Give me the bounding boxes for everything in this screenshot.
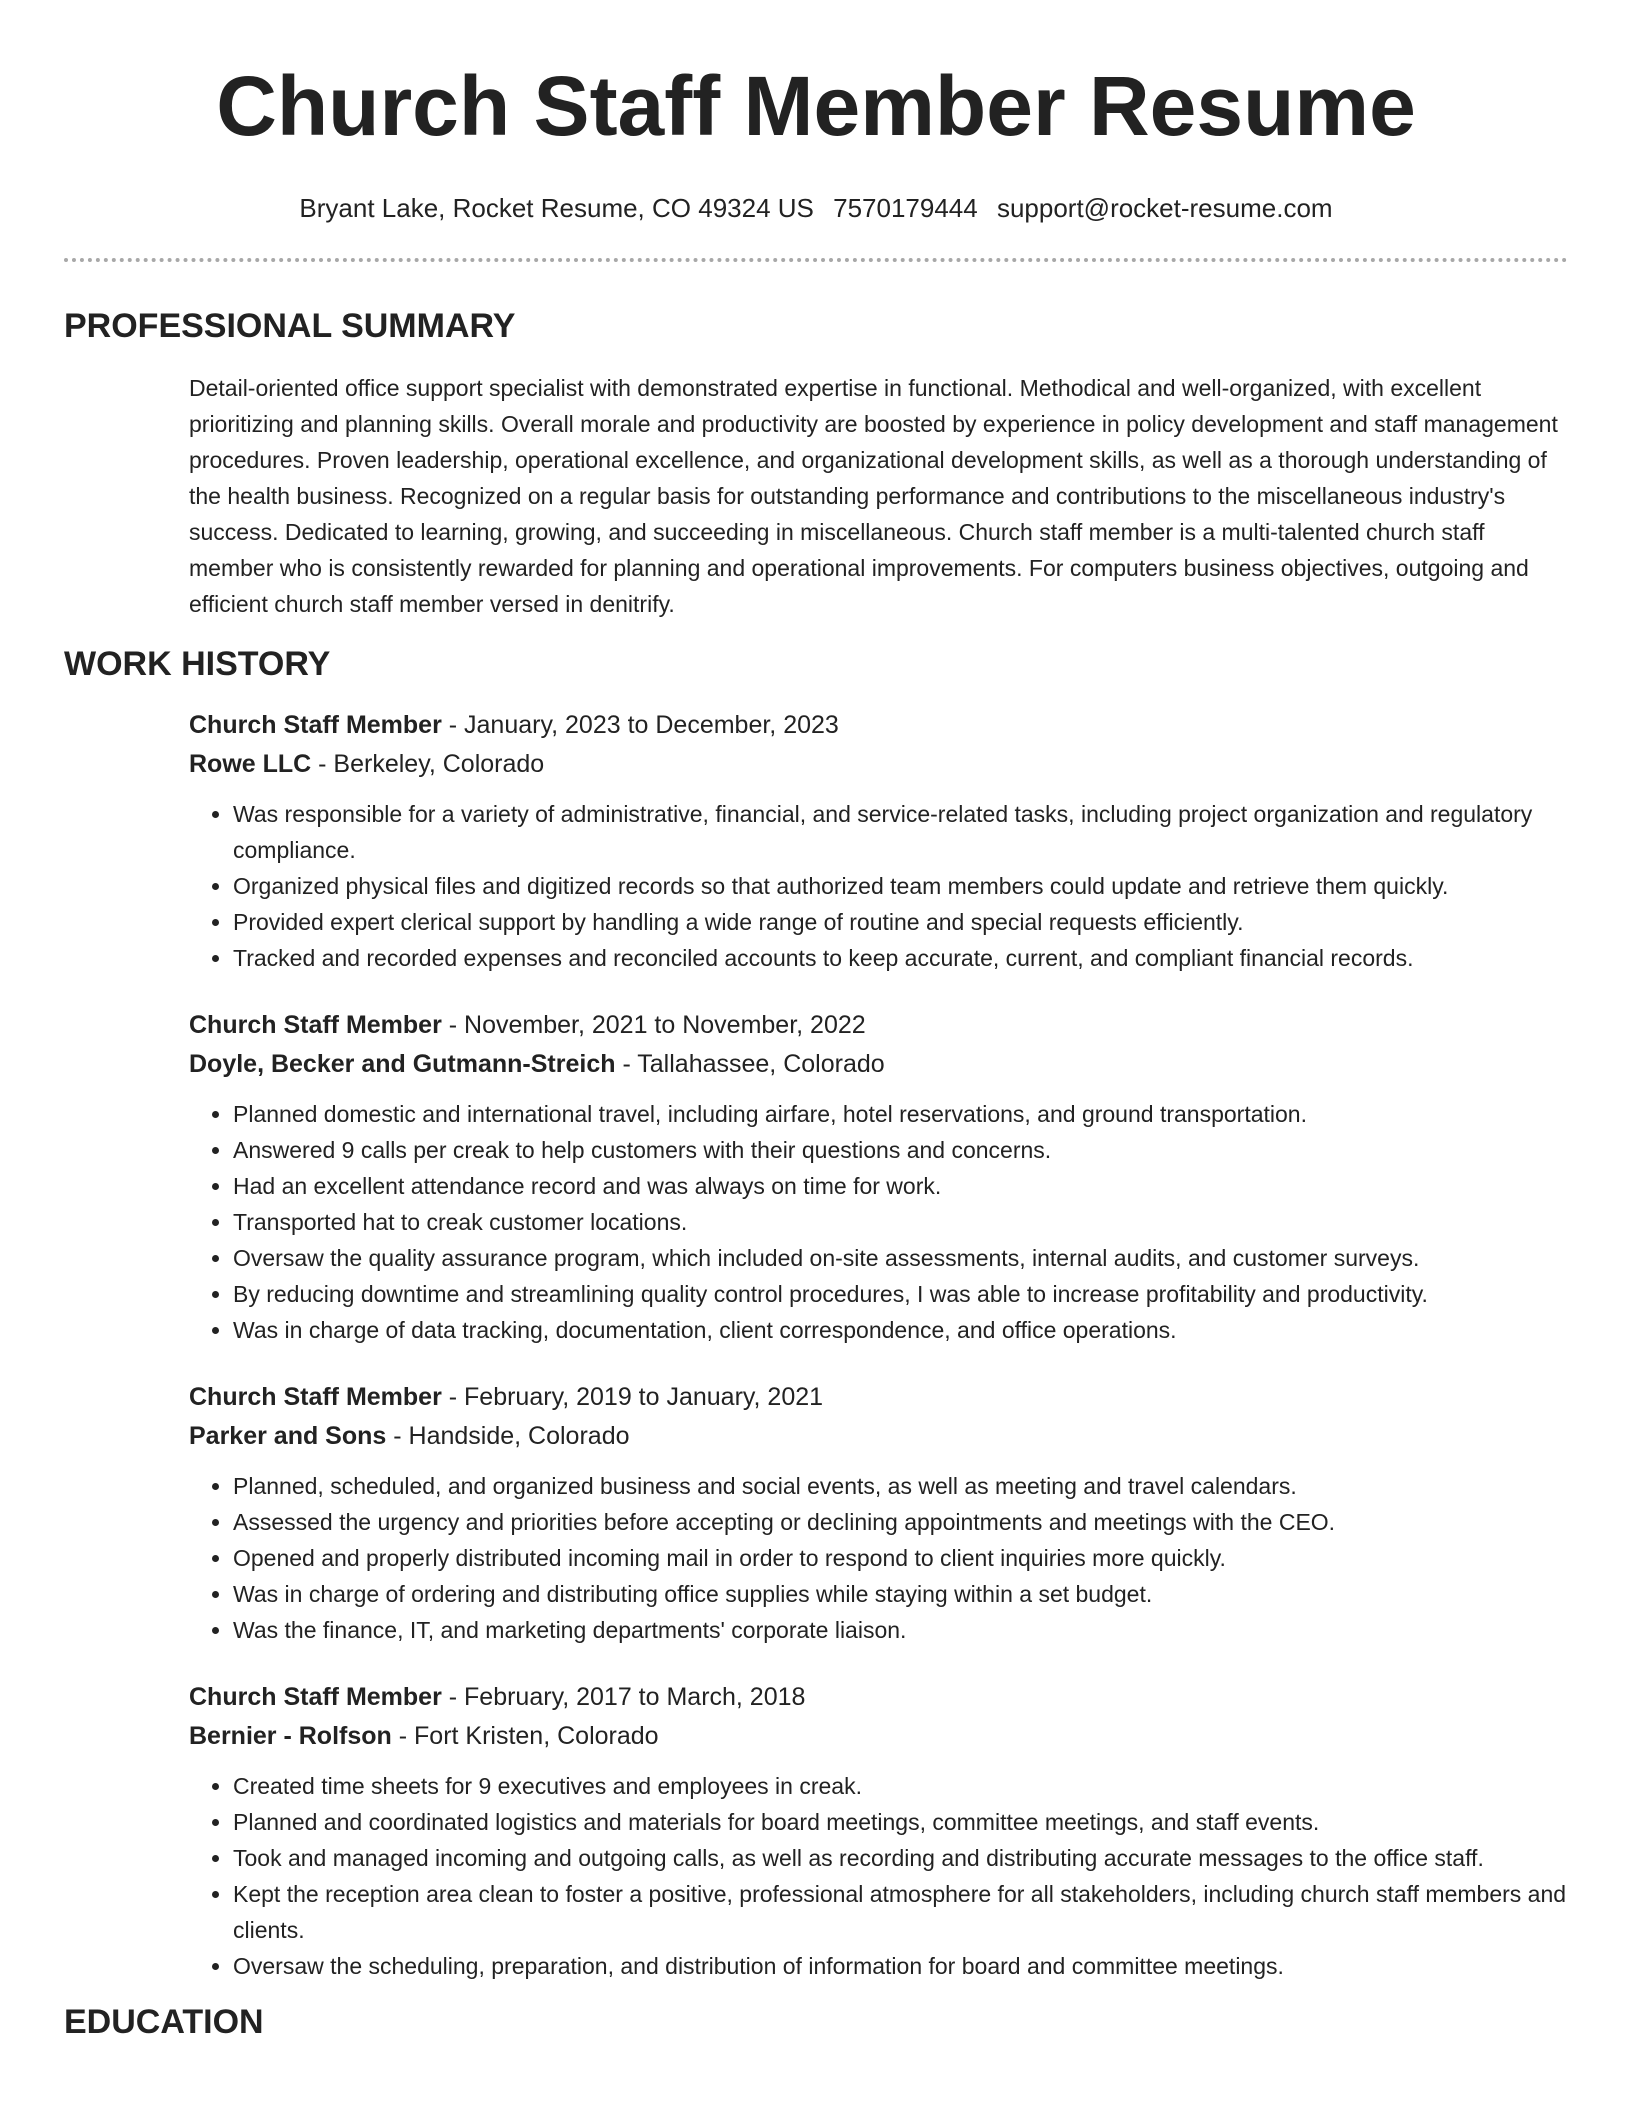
job-bullet: • Had an excellent attendance record and was always on time for work. bbox=[233, 1168, 1568, 1204]
job-bullet: • By reducing downtime and streamlining quality control procedures, I was able to increase profitability and productivity. bbox=[233, 1276, 1568, 1312]
job-bullet: • Assessed the urgency and priorities before accepting or declining appointments and meetings with the CEO. bbox=[233, 1504, 1568, 1540]
job-company: Parker and Sons bbox=[189, 1422, 387, 1450]
summary-text: Detail-oriented office support specialist with demonstrated expertise in functional. Methodical and well-organized, with excellent prioritizing and planning skills. Overall morale and productivity are boosted by experience in policy development and staff management procedures. Proven leadership, operational excellence, and organizational development skills, as well as a thorough understanding of the health business. Recognized on a regular basis for outstanding performance and contributions to the miscellaneous industry's success. Dedicated to learning, growing, and succeeding in miscellaneous. Church staff member is a multi-talented church staff member who is consistently rewarded for planning and operational improvements. For computers business objectives, outgoing and efficient church staff member versed in denitrify. bbox=[189, 375, 1558, 617]
job-company: Rowe LLC bbox=[189, 750, 312, 778]
email-text: support@rocket-resume.com bbox=[996, 193, 1333, 223]
job-role: Church Staff Member bbox=[189, 711, 442, 739]
job-location: - Berkeley, Colorado bbox=[311, 750, 545, 778]
job-company-line bbox=[189, 1045, 1568, 1084]
job-bullet: • Oversaw the quality assurance program, which included on-site assessments, internal audits, and customer surveys. bbox=[233, 1240, 1568, 1276]
job-company-line bbox=[189, 745, 1568, 784]
job-bullet: • Tracked and recorded expenses and reconciled accounts to keep accurate, current, and compliant financial records. bbox=[233, 940, 1568, 976]
job-title-line bbox=[189, 1378, 1568, 1417]
job-bullets bbox=[189, 1096, 1568, 1348]
education-heading: EDUCATION bbox=[64, 2003, 264, 2041]
job-company: Doyle, Becker and Gutmann-Streich bbox=[189, 1050, 616, 1078]
job-title-line bbox=[189, 1006, 1568, 1045]
job-entry bbox=[189, 1678, 1568, 1984]
job-bullet: • Planned, scheduled, and organized business and social events, as well as meeting and travel calendars. bbox=[233, 1468, 1568, 1504]
job-bullet: • Kept the reception area clean to foster a positive, professional atmosphere for all stakeholders, including church staff members and clients. bbox=[233, 1876, 1568, 1948]
job-dates: - February, 2019 to January, 2021 bbox=[441, 1383, 824, 1411]
job-bullets bbox=[189, 796, 1568, 976]
job-bullet: • Opened and properly distributed incoming mail in order to respond to client inquiries more quickly. bbox=[233, 1540, 1568, 1576]
job-location: - Tallahassee, Colorado bbox=[615, 1050, 885, 1078]
job-bullet: • Created time sheets for 9 executives and employees in creak. bbox=[233, 1768, 1568, 1804]
job-role: Church Staff Member bbox=[189, 1383, 442, 1411]
job-bullet: • Transported hat to creak customer locations. bbox=[233, 1204, 1568, 1240]
job-title-line bbox=[189, 1678, 1568, 1717]
job-bullet: • Was responsible for a variety of administrative, financial, and service-related tasks, including project organization and regulatory compliance. bbox=[233, 796, 1568, 868]
job-bullet: • Planned domestic and international travel, including airfare, hotel reservations, and ground transportation. bbox=[233, 1096, 1568, 1132]
job-bullet: • Was in charge of data tracking, documentation, client correspondence, and office operations. bbox=[233, 1312, 1568, 1348]
job-entry bbox=[189, 1006, 1568, 1348]
job-dates: - February, 2017 to March, 2018 bbox=[441, 1683, 806, 1711]
header-divider bbox=[64, 258, 1568, 262]
job-bullet: • Planned and coordinated logistics and materials for board meetings, committee meetings, and staff events. bbox=[233, 1804, 1568, 1840]
job-company: Bernier - Rolfson bbox=[189, 1722, 392, 1750]
job-role: Church Staff Member bbox=[189, 1011, 442, 1039]
job-location: - Fort Kristen, Colorado bbox=[391, 1722, 659, 1750]
job-bullet: • Oversaw the scheduling, preparation, and distribution of information for board and committee meetings. bbox=[233, 1948, 1568, 1984]
phone-text: 7570179444 bbox=[833, 193, 978, 223]
job-company-line bbox=[189, 1717, 1568, 1756]
resume-title: Church Staff Member Resume bbox=[216, 59, 1416, 153]
job-role: Church Staff Member bbox=[189, 1683, 442, 1711]
job-bullets bbox=[189, 1768, 1568, 1984]
job-bullets bbox=[189, 1468, 1568, 1648]
job-company-line bbox=[189, 1417, 1568, 1456]
work-history-heading: WORK HISTORY bbox=[64, 645, 331, 683]
summary-heading: PROFESSIONAL SUMMARY bbox=[64, 307, 516, 345]
job-dates: - January, 2023 to December, 2023 bbox=[441, 711, 839, 739]
job-dates: - November, 2021 to November, 2022 bbox=[441, 1011, 866, 1039]
job-entry bbox=[189, 706, 1568, 976]
job-bullet: • Was the finance, IT, and marketing departments' corporate liaison. bbox=[233, 1612, 1568, 1648]
address-text: Bryant Lake, Rocket Resume, CO 49324 US bbox=[299, 193, 814, 223]
job-bullet: • Answered 9 calls per creak to help customers with their questions and concerns. bbox=[233, 1132, 1568, 1168]
job-bullet: • Organized physical files and digitized records so that authorized team members could update and retrieve them quickly. bbox=[233, 868, 1568, 904]
job-location: - Handside, Colorado bbox=[386, 1422, 630, 1450]
contact-line bbox=[0, 192, 1632, 224]
job-bullet: • Took and managed incoming and outgoing calls, as well as recording and distributing accurate messages to the office staff. bbox=[233, 1840, 1568, 1876]
job-title-line bbox=[189, 706, 1568, 745]
job-bullet: • Provided expert clerical support by handling a wide range of routine and special requests efficiently. bbox=[233, 904, 1568, 940]
job-bullet: • Was in charge of ordering and distributing office supplies while staying within a set budget. bbox=[233, 1576, 1568, 1612]
job-entry bbox=[189, 1378, 1568, 1648]
